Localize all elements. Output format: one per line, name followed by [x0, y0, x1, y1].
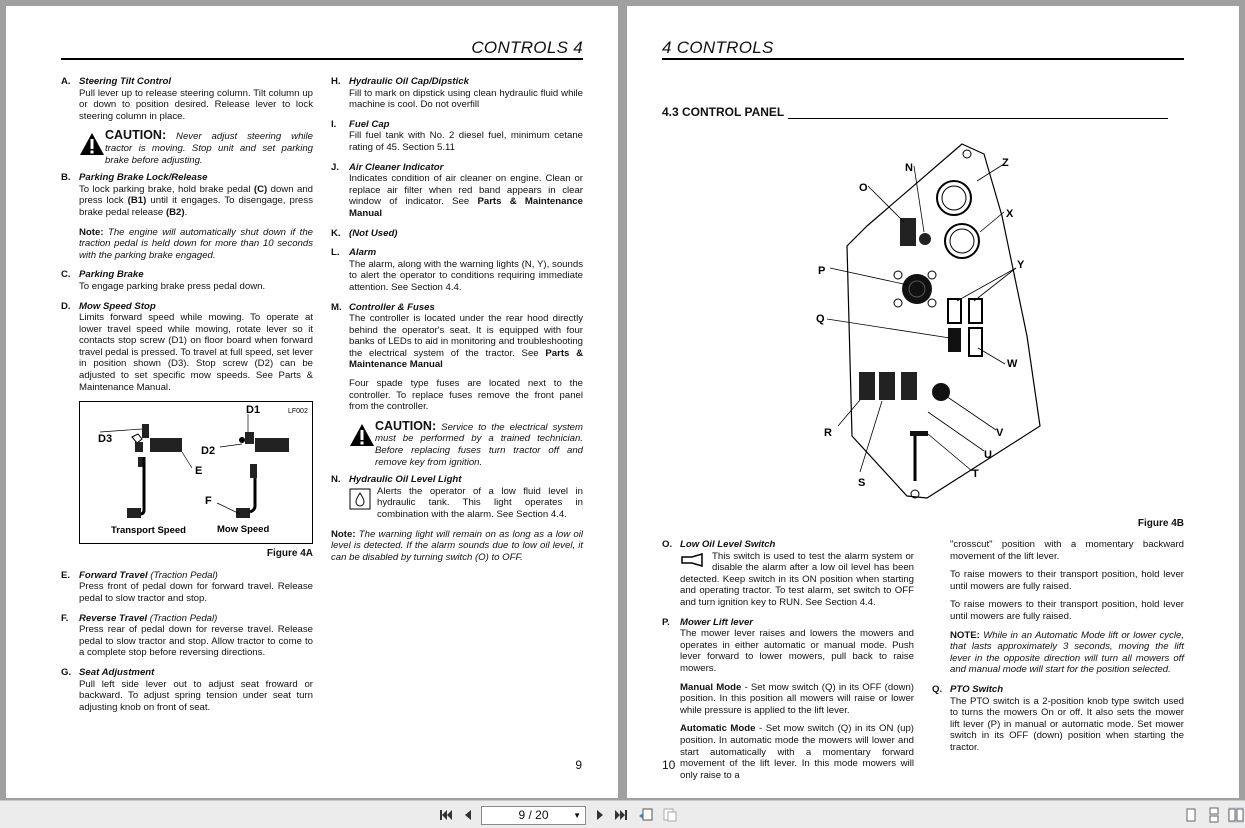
- label-d3: D3: [98, 433, 113, 446]
- label-w: W: [1007, 358, 1018, 370]
- left-column-1: [61, 76, 313, 721]
- label-z: Z: [1002, 157, 1009, 169]
- figure-caption: Figure 4B: [1137, 518, 1184, 529]
- label-t: T: [972, 468, 979, 480]
- section-heading: 4.3 CONTROL PANEL: [662, 105, 1182, 119]
- page-9: [6, 6, 618, 798]
- item-k: K. (Not Used): [331, 227, 398, 239]
- label-o: O: [859, 182, 868, 194]
- item-j: J. Air Cleaner Indicator Indicates condition of air cleaner on engine. Clean or replace air filter when red band appears in clear window of indicator. See Parts & Maintenance Manual: [331, 161, 583, 219]
- label-transport-speed: Transport Speed: [111, 525, 186, 537]
- note-block: NOTE: While in an Automatic Mode lift or lower cycle, that lasts approximately 3 seconds, moving the lift lever in the opposite direction will turn all mowers off and manual mode will start for the position selected.: [950, 629, 1184, 676]
- label-q: Q: [816, 313, 825, 325]
- first-page-icon[interactable]: [438, 807, 454, 823]
- label-u: U: [984, 449, 992, 461]
- label-d2: D2: [201, 445, 216, 458]
- item-a: A. Steering Tilt Control Pull lever up to release steering column. Tilt column up or down to position desired. Release lever to lock steering column in place.: [61, 76, 313, 122]
- next-page-icon[interactable]: [592, 807, 608, 823]
- item-q: Q. PTO Switch The PTO switch is a 2-position knob type switch used to turns the mowers On or off. It also sets the mower lift lever (P) in manual or automatic mode. Set mower switch in its OFF (down) position when starting the tractor.: [932, 683, 1184, 753]
- item-l: L. Alarm The alarm, along with the warning lights (N, Y), sounds to alert the operator to conditions requiring immediate attention. See Section 4.4.: [331, 247, 583, 293]
- header-rule: [662, 58, 1184, 60]
- label-p: P: [818, 265, 826, 277]
- item-body: Pull lever up to release steering column. Tilt column up or down to position desired. Release lever to lock steering column in place.: [79, 87, 313, 122]
- item-title: Parking Brake Lock/Release: [79, 172, 208, 184]
- label-s: S: [858, 477, 866, 489]
- note-block: Note: The engine will automatically shut down if the traction pedal is held down for more than 10 seconds with the parking brake engaged.: [79, 226, 313, 261]
- previous-page-icon[interactable]: [460, 807, 476, 823]
- label-v: V: [996, 427, 1004, 439]
- page-number-input[interactable]: 9 / 20 ▼: [481, 806, 586, 825]
- item-e: E. Forward Travel (Traction Pedal) Press front of pedal down for forward travel. Release pedal to slow tractor and stop.: [61, 569, 313, 605]
- item-d: D. Mow Speed Stop Limits forward speed while mowing. To operate at lower travel speed while mowing, rotate lever so it contacts stop screw (D1) on floor board when forward travel pedal is pressed. To travel at full speed, set lever in position shown (D3). Stop screw (D2) can be adjusted to set specific mow speeds. See Parts & Maintenance Manual.: [61, 300, 313, 393]
- item-m: M. Controller & Fuses The controller is located under the rear hood directly behind the operator's seat. It is equipped with four banks of LEDs to aid in monitoring and troubleshooting the electrical system of the tractor. See Parts & Maintenance Manual Four spade type fuses are located next to the controller. To replace fuses remove the front panel from the controller.: [331, 301, 584, 413]
- label-f: F: [205, 495, 212, 508]
- chevron-down-icon: ▼: [573, 811, 581, 820]
- label-e: E: [195, 465, 203, 478]
- figure-code: LF002: [288, 408, 308, 416]
- caution-block: CAUTION: Never adjust steering while tractor is moving. Stop unit and set parking brake before adjusting.: [79, 130, 313, 166]
- horn-icon: [680, 553, 706, 567]
- figure-4a: [79, 401, 313, 544]
- viewer-toolbar: [0, 800, 1245, 828]
- control-panel-diagram: [812, 136, 1062, 516]
- left-column-2: [331, 76, 583, 571]
- item-p: P. Mower Lift lever The mower lever raises and lowers the mowers and operates in either automatic or manual mode. Push lever forward to lower mowers, pull back to raise mowers. Manual Mode - Set mow switch (Q) in its OFF (down) position. In this position all mowers will raise or lower while pressure is applied to the lift lever. Automatic Mode - Set mow switch (Q) in its ON (up) position. In automatic mode the mowers will lower and start automatically with a momentary forward movement of the lift lever. In this mode mowers will only raise to a: [662, 616, 915, 781]
- running-head: CONTROLS 4: [471, 38, 583, 57]
- page-10: [627, 6, 1239, 798]
- item-n: N. Hydraulic Oil Level Light Alerts the operator of a low fluid level in hydraulic tank. This light operates in combination with the alarm. See Section 4.4.: [331, 474, 583, 520]
- item-b: B. Parking Brake Lock/Release To lock parking brake, hold brake pedal (C) down and press lock (B1) until it engages. To disengage, press brake pedal release (B2).: [61, 172, 314, 218]
- label-mow-speed: Mow Speed: [217, 524, 270, 536]
- item-title: Steering Tilt Control: [79, 76, 172, 87]
- single-page-view-icon[interactable]: [1183, 807, 1199, 823]
- item-i: I. Fuel Cap Fill fuel tank with No. 2 diesel fuel, minimum cetane rating of 45. Section 5.11: [331, 118, 583, 153]
- label-d1: D1: [246, 404, 261, 417]
- warning-icon: [79, 132, 105, 156]
- page-number: 10: [662, 758, 676, 772]
- continuous-view-icon[interactable]: [1206, 807, 1222, 823]
- figure-caption: Figure 4A: [266, 548, 313, 560]
- item-c: C. Parking Brake To engage parking brake press pedal down.: [61, 269, 266, 292]
- right-column-1: [662, 539, 914, 789]
- label-n: N: [905, 162, 913, 174]
- warning-icon: [349, 423, 375, 447]
- item-o: O. Low Oil Level Switch This switch is used to test the alarm system or disable the alarm after a low oil level has been detected. Keep switch in its ON position when starting and operating tractor. To test alarm, set switch to OFF and turn ignition key to RUN. See Section 4.4.: [662, 539, 914, 608]
- go-forward-view-icon[interactable]: [662, 807, 678, 823]
- label-x: X: [1006, 208, 1014, 220]
- pedal-diagram: [80, 402, 312, 543]
- right-column-2: "crosscut" position with a momentary backward movement of the lift lever. To raise mowers to their transport position, hold lever until mowers are fully raised. To raise mowers to their transport position, hold lever until mowers are fully raised. NOTE: While in an Automatic Mode lift or lower cycle, that lasts approximately 3 seconds, moving the lift lever in the opposite direction will turn all mowers off and manual mode will start for the position selected. Q. PTO Switch The PTO switch is a 2-position knob type switch used to turns the mowers On or off. It also sets the mower lift lever (P) in manual or automatic mode. Set mower switch in its OFF (down) position when starting the tractor.: [932, 539, 1184, 753]
- item-h: H. Hydraulic Oil Cap/Dipstick Fill to mark on dipstick using clean hydraulic fluid while machine is cool. Do not overfill: [331, 76, 583, 111]
- note-block: Note: The warning light will remain on as long as a low oil level is detected. If the alarm sounds due to low oil level, it can be disabled by turning switch (O) to OFF.: [331, 528, 583, 563]
- two-page-view-icon[interactable]: [1228, 807, 1244, 823]
- go-back-view-icon[interactable]: [638, 807, 654, 823]
- item-f: F. Reverse Travel (Traction Pedal) Press rear of pedal down for reverse travel. Release pedal to slow tractor and stop. Allow tractor to come to a complete stop before reversing directions.: [61, 612, 313, 659]
- label-r: R: [824, 427, 832, 439]
- item-body: To lock parking brake, hold brake pedal (C) down and press lock (B1) until it engages. To disengage, press brake pedal release (B2).: [79, 183, 314, 218]
- label-y: Y: [1017, 259, 1025, 271]
- item-g: G. Seat Adjustment Pull left side lever out to adjust seat froward or backward. To adjust spring tension under seat turn adjusting knob on front of seat.: [61, 667, 313, 713]
- running-head: 4 CONTROLS: [662, 38, 774, 57]
- header-rule: [61, 58, 583, 60]
- last-page-icon[interactable]: [613, 807, 629, 823]
- hydraulic-oil-icon: [349, 488, 371, 510]
- caution-block: CAUTION: Service to the electrical system must be performed by a trained technician. Before replacing fuses turn tractor off and remove key from ignition.: [349, 421, 583, 468]
- page-number: 9: [575, 758, 582, 772]
